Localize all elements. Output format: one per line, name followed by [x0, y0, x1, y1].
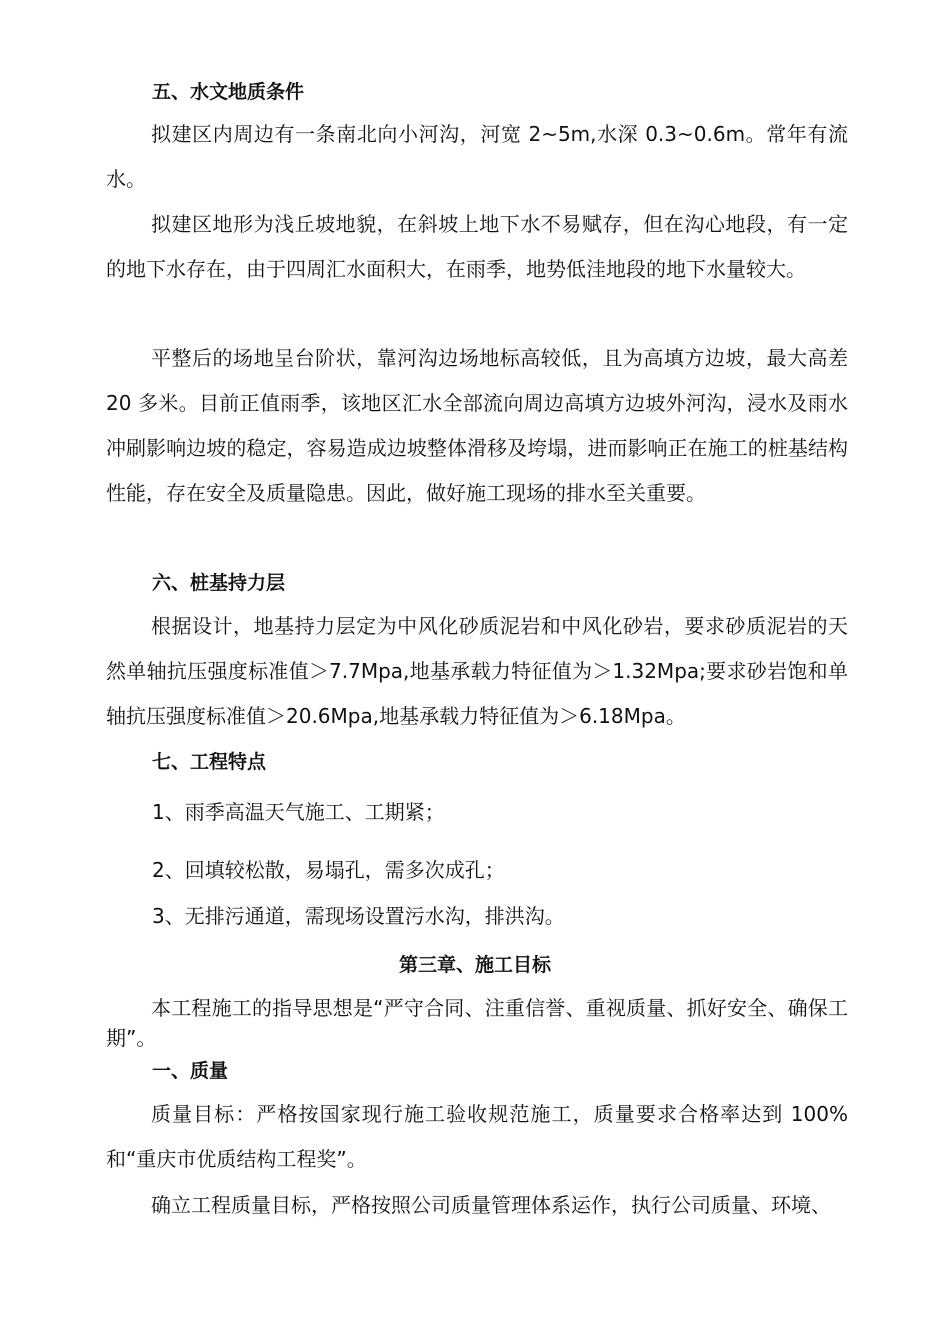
section-heading-hydrogeology: 五、水文地质条件 — [152, 81, 305, 103]
section-heading-features: 七、工程特点 — [152, 751, 267, 773]
paragraph-quality-system: 确立工程质量目标，严格按照公司质量管理体系运作，执行公司质量、环境、 — [151, 1193, 831, 1217]
list-item: 3、无排污通道，需现场设置污水沟，排洪沟。 — [152, 904, 565, 928]
list-item: 1、雨季高温天气施工、工期紧； — [152, 800, 445, 824]
paragraph-quality-goal: 质量目标：严格按国家现行施工验收规范施工，质量要求合格率达到 100%和“重庆市优质结构工程奖”。 — [106, 1102, 848, 1171]
list-item: 2、回填较松散，易塌孔，需多次成孔； — [152, 858, 505, 882]
paragraph-bearing-layer: 根据设计，地基持力层定为中风化砂质泥岩和中风化砂岩，要求砂质泥岩的天然单轴抗压强度标准值＞7.7Mpa,地基承载力特征值为＞1.32Mpa;要求砂岩饱和单轴抗压强度标准值＞20.6Mpa,地基承载力特征值为＞6.18Mpa。 — [106, 614, 848, 728]
chapter-heading: 第三章、施工目标 — [398, 954, 551, 976]
paragraph-river: 拟建区内周边有一条南北向小河沟，河宽 2~5m,水深 0.3~0.6m。常年有流水。 — [106, 122, 848, 191]
paragraph-terrain: 拟建区地形为浅丘坡地貌，在斜坡上地下水不易赋存，但在沟心地段，有一定的地下水存在，由于四周汇水面积大，在雨季，地势低洼地段的地下水量较大。 — [106, 212, 848, 281]
section-heading-quality: 一、质量 — [152, 1060, 229, 1082]
paragraph-guiding-idea: 本工程施工的指导思想是“严守合同、注重信誉、重视质量、抓好安全、确保工期”。 — [106, 996, 848, 1050]
paragraph-site-slope: 平整后的场地呈台阶状，靠河沟边场地标高较低，且为高填方边坡，最大高差 20 多米。目前正值雨季，该地区汇水全部流向周边高填方边坡外河沟，浸水及雨水冲刷影响边坡的稳定，容易造成边坡整体滑移及垮塌，进而影响正在施工的桩基结构性能，存在安全及质量隐患。因此，做好施工现场的排水至关重要。 — [106, 346, 848, 505]
section-heading-bearing-layer: 六、桩基持力层 — [152, 572, 286, 594]
